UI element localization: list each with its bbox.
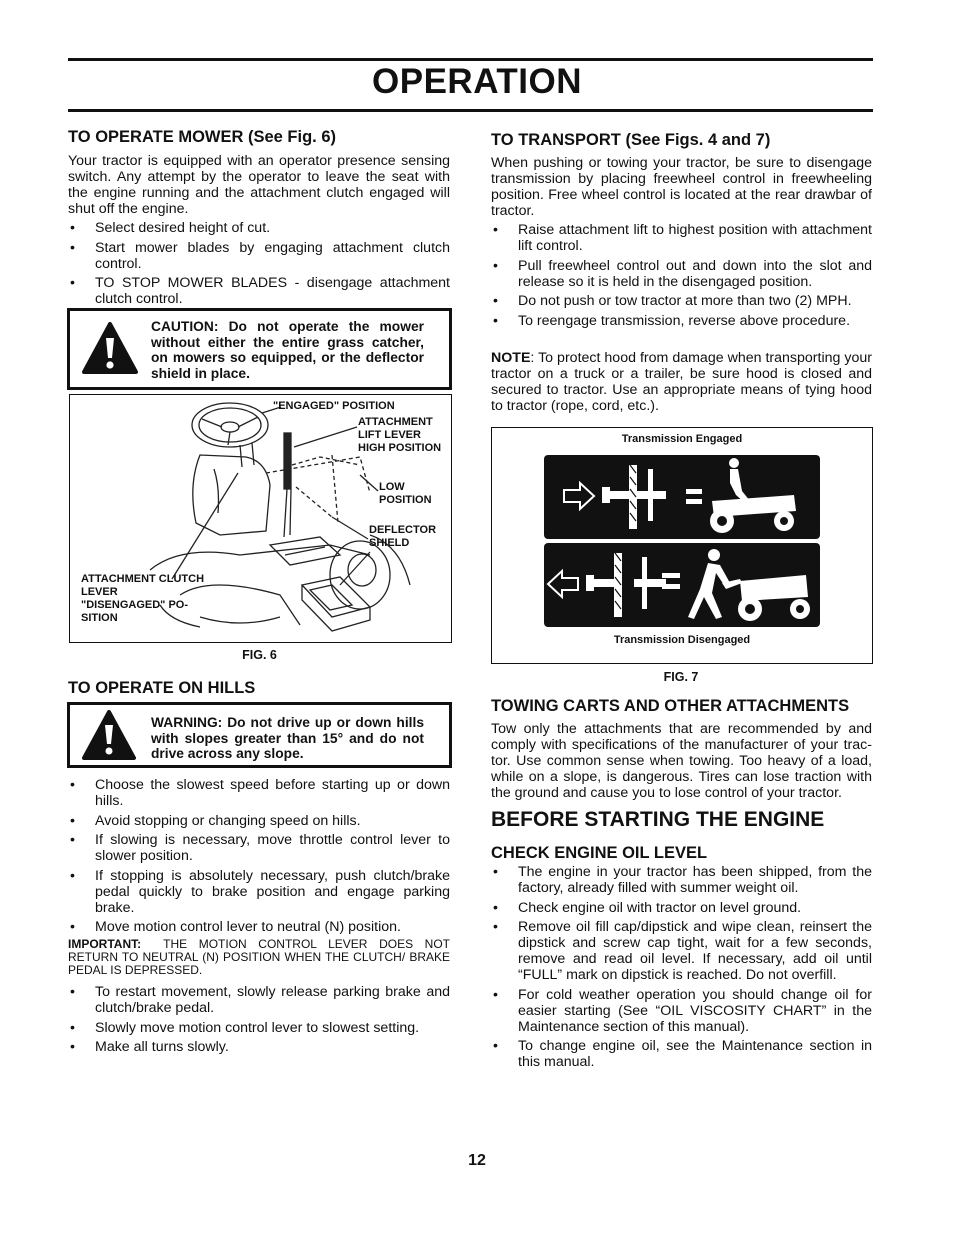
towing-heading: TOWING CARTS AND OTHER ATTACHMENTS [491, 697, 850, 715]
note-label: NOTE [491, 350, 531, 366]
check-oil-heading: CHECK ENGINE OIL LEVEL [491, 844, 708, 862]
hills-bullets [68, 777, 450, 939]
mower-intro: Your tractor is equipped with an operator presence sensing switch. Any attempt by the operator to leave the seat with the engine running and the attachment clutch engaged will shut off the engine. [68, 153, 450, 217]
list-item: • Do not push or tow tractor at more than two (2) MPH. [493, 293, 852, 309]
label-clutch: ATTACHMENT CLUTCH LEVER "DISENGAGED" PO- SITION [81, 573, 205, 624]
warning-triangle-icon [81, 320, 139, 376]
hills-bullets-2 [68, 984, 450, 1059]
list-item: • Slowly move motion control lever to slowest setting. [70, 1019, 420, 1036]
label-lift-high: ATTACHMENT LIFT LEVER HIGH POSITION [358, 416, 442, 454]
list-item: • The engine in your tractor has been shipped, from the factory, already filled with summer weight oil. [493, 864, 872, 896]
oil-bullets [491, 864, 872, 1074]
label-low: LOW POSITION [379, 481, 432, 506]
list-item: • If slowing is necessary, move throttle control lever to slower position. [70, 832, 450, 864]
transport-note [491, 350, 872, 414]
list-item: • Check engine oil with tractor on level ground. [493, 899, 802, 916]
transmission-engaged-panel [544, 455, 820, 539]
transport-bullets [491, 222, 872, 332]
page-number: 12 [468, 1152, 486, 1169]
header-bottom-rule [68, 109, 873, 112]
list-item: • Start mower blades by engaging attachment clutch control. [70, 239, 450, 272]
list-item: • Select desired height of cut. [70, 220, 271, 236]
header-top-rule [68, 58, 873, 61]
list-item: • To restart movement, slowly release parking brake and clutch/brake pedal. [70, 984, 450, 1016]
list-item: • To change engine oil, see the Maintenance section in this manual. [493, 1038, 872, 1070]
list-item: • Make all turns slowly. [70, 1039, 229, 1055]
figure-6 [69, 394, 452, 643]
hills-warning-box [67, 702, 452, 768]
important-note [68, 938, 450, 977]
transport-intro: When pushing or towing your tractor, be sure to disengage transmission by placing freewheel control in freewheeling position. Free wheel control is located at the rear drawbar of tractor. [491, 155, 872, 219]
hills-warning-text: WARNING: Do not drive up or down hills with slopes greater than 15° and do not drive across any slope. [151, 715, 424, 761]
transport-heading: TO TRANSPORT (See Figs. 4 and 7) [491, 131, 771, 149]
list-item: • Raise attachment lift to highest position with attachment lift control. [493, 222, 872, 254]
list-item: • TO STOP MOWER BLADES - disengage attachment clutch control. [70, 275, 450, 307]
fig7-caption: FIG. 7 [663, 670, 699, 684]
list-item: • If stopping is absolutely necessary, push clutch/brake pedal quickly to brake position and engage parking brake. [70, 867, 450, 916]
mower-bullets [68, 220, 450, 311]
list-item: • Pull freewheel control out and down into the slot and release so it is held in the disengaged position. [493, 257, 872, 290]
list-item: • To reengage transmission, reverse above procedure. [493, 312, 851, 329]
list-item: • Remove oil fill cap/dipstick and wipe clean, reinsert the dipstick and screw cap tight, wait for a few seconds, remove and read oil level. If necessary, add oil until “FULL” mark on dipstick is reached. Do not overfill. [493, 919, 872, 983]
before-starting-heading: BEFORE STARTING THE ENGINE [491, 808, 825, 831]
note-text: : To protect hood from damage when transporting your tractor on a truck or a trailer, be sure hood is closed and secured to tractor. Use an appropriate means of tying hood to tractor (rope, cord, etc.). [491, 350, 872, 414]
important-text: THE MOTION CONTROL LEVER DOES NOT RETURN TO NEUTRAL (N) POSITION WHEN THE CLUTCH/ BRAKE PEDAL IS DEPRESSED. [68, 937, 450, 977]
fig6-caption: FIG. 6 [242, 648, 277, 662]
list-item: • For cold weather operation you should change oil for easier starting (See “OIL VISCOSITY CHART” in the Maintenance section of this manual). [493, 986, 872, 1035]
mower-heading: TO OPERATE MOWER (See Fig. 6) [68, 128, 336, 146]
caution-text: CAUTION: Do not operate the mower without either the entire grass catcher, on mowers so equipped, or the deflector shield in place. [151, 319, 424, 381]
caution-box [67, 308, 452, 390]
list-item: • Move motion control lever to neutral (N) position. [70, 919, 401, 935]
label-deflector: DEFLECTOR SHIELD [369, 524, 437, 549]
page-title: OPERATION [372, 62, 582, 101]
label-engaged: "ENGAGED" POSITION [273, 400, 395, 412]
towing-text: Tow only the attachments that are recommended by and comply with specifications of the manufacturer of your trac- tor. Use common sense when towing. Too heavy of a load, while on a slope, is dangerous. Tires can lose traction with the ground and cause you to lose control of your tractor. [491, 721, 872, 801]
label-transmission-disengaged: Transmission Disengaged [613, 634, 751, 646]
figure-7 [491, 427, 873, 664]
list-item: • Avoid stopping or changing speed on hills. [70, 812, 361, 829]
label-transmission-engaged: Transmission Engaged [621, 433, 743, 445]
important-label: IMPORTANT: [68, 937, 142, 951]
list-item: • Choose the slowest speed before starting up or down hills. [70, 777, 450, 809]
warning-triangle-icon [81, 708, 137, 762]
transmission-disengaged-panel [544, 543, 820, 627]
hills-heading: TO OPERATE ON HILLS [68, 679, 256, 697]
